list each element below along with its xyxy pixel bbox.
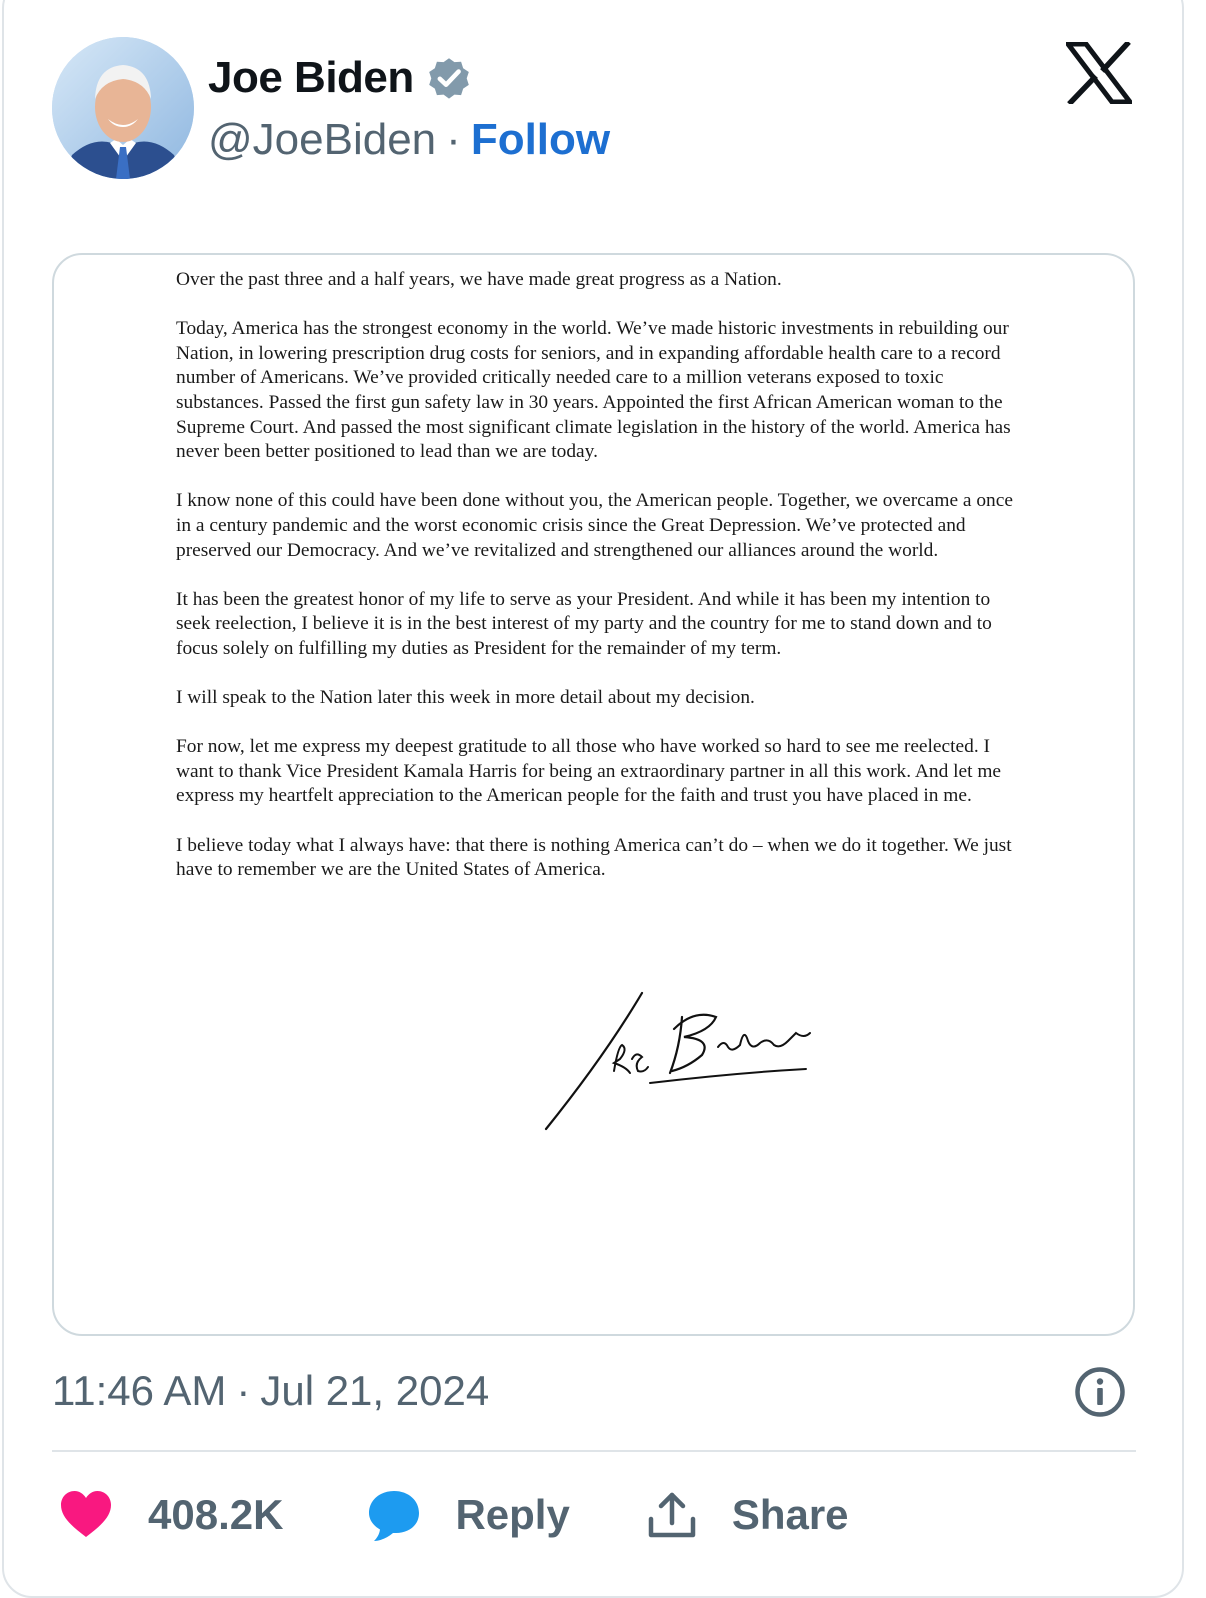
share-button[interactable]: [646, 1489, 849, 1541]
letter-paragraph: For now, let me express my deepest gratitude to all those who have worked so hard to see me reelected. I want to thank Vice President Kamala Harris for being an extraordinary partner in all this work. And let me express my heartfelt appreciation to the American people for the faith and trust you have placed in me.: [176, 736, 1002, 807]
letter-image[interactable]: [52, 253, 1135, 1336]
reply-label: Reply: [455, 1491, 570, 1538]
info-icon[interactable]: [1074, 1366, 1126, 1418]
author-name-row: [208, 50, 474, 106]
like-button[interactable]: [52, 1490, 367, 1540]
reply-bubble-icon: [367, 1488, 421, 1542]
divider: [52, 1450, 1136, 1452]
author-handle[interactable]: @JoeBiden: [208, 115, 437, 164]
handle-separator: ·: [446, 115, 461, 164]
share-icon: [646, 1489, 698, 1541]
follow-button[interactable]: Follow: [470, 115, 611, 164]
tweet-timestamp[interactable]: [52, 1366, 489, 1416]
timestamp-separator: ·: [236, 1367, 251, 1414]
like-count: 408.2K: [148, 1491, 284, 1538]
letter-text: [176, 268, 1016, 907]
author-handle-row: [208, 112, 610, 168]
tweet-date: Jul 21, 2024: [260, 1367, 490, 1414]
letter-paragraph: Today, America has the strongest economy in the world. We’ve made historic investments in rebuilding our Nation, in lowering prescription drug costs for seniors, and in expanding affordable health care to a record number of Americans. We’ve provided critically needed care to a million veterans exposed to toxic substances. Passed the first gun safety law in 30 years. Appointed the first African American woman to the Supreme Court. And passed the most significant climate legislation in the history of the world. America has never been better positioned to lead than we are today.: [176, 318, 1011, 463]
verified-badge-icon: [424, 53, 474, 103]
share-label: Share: [731, 1491, 849, 1538]
letter-paragraph: I will speak to the Nation later this week in more detail about my decision.: [176, 687, 755, 709]
letter-paragraph: I know none of this could have been done without you, the American people. Together, we overcame a once in a century pandemic and the worst economic crisis since the Great Depression. We’ve protected and preserved our Democracy. And we’ve revitalized and strengthened our alliances around the world.: [176, 490, 1013, 561]
tweet-time: 11:46 AM: [52, 1367, 227, 1414]
letter-paragraph: Over the past three and a half years, we have made great progress as a Nation.: [176, 269, 782, 290]
author-name[interactable]: Joe Biden: [208, 53, 414, 102]
letter-paragraph: It has been the greatest honor of my life to serve as your President. And while it has been my intention to seek reelection, I believe it is in the best interest of my party and the country for me to stand down and to focus solely on fulfilling my duties as President for the remainder of my term.: [176, 588, 992, 659]
avatar[interactable]: [52, 37, 194, 179]
avatar-photo: [52, 37, 194, 179]
letter-paragraph: I believe today what I always have: that there is nothing America can’t do – when we do it together. We just have to remember we are the United States of America.: [176, 834, 1012, 881]
heart-icon: [60, 1490, 112, 1540]
action-bar: [52, 1485, 849, 1545]
x-logo-icon[interactable]: [1066, 42, 1132, 104]
reply-button[interactable]: [367, 1488, 645, 1542]
signature: [534, 987, 824, 1137]
